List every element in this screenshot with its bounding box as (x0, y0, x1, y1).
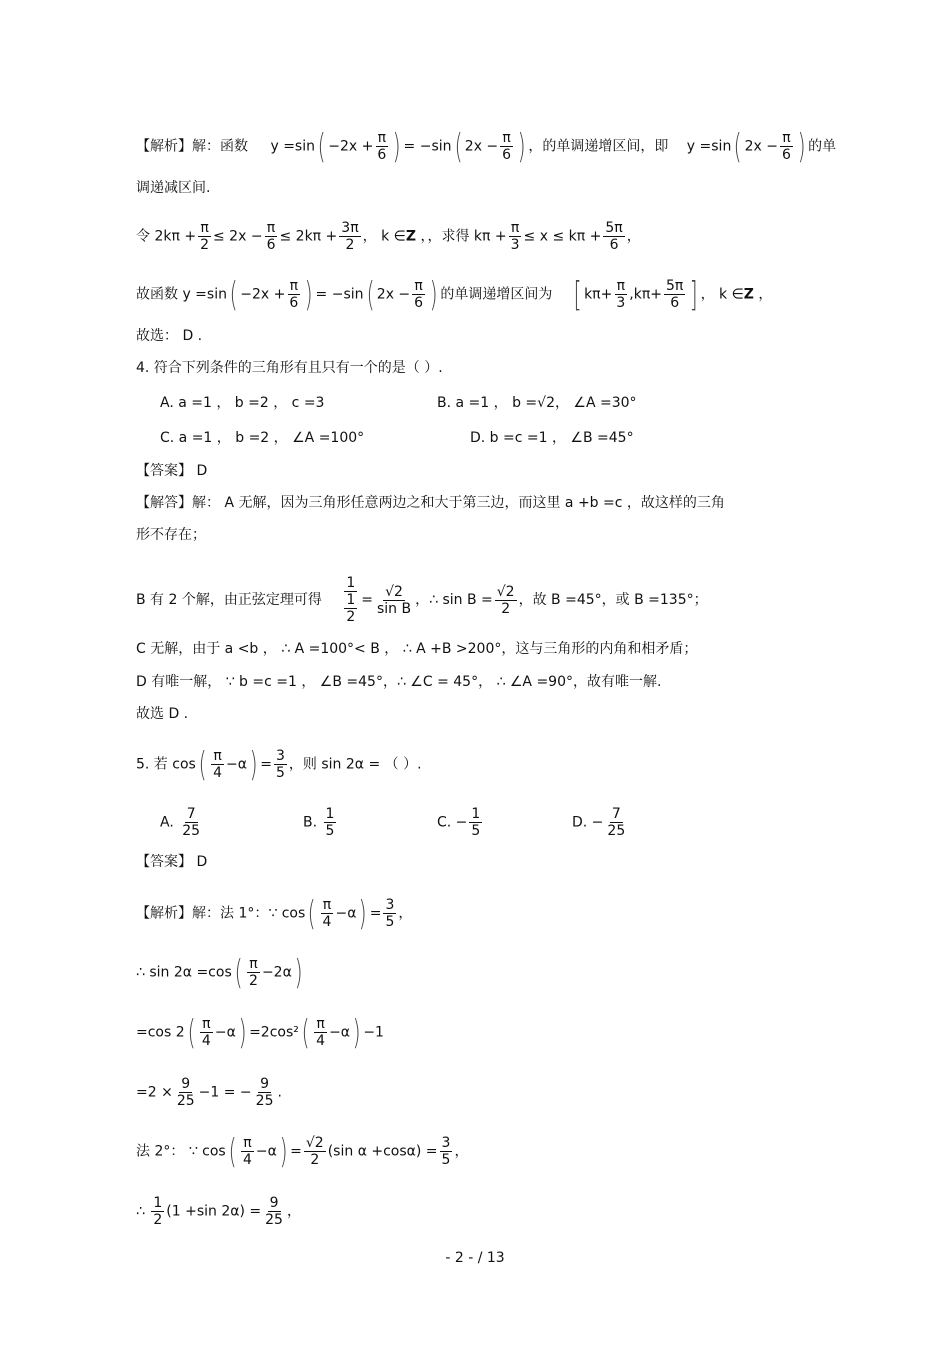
solution-5-line-1: 【解析】解：法 1°：∵ cos( $\frac{\pi}{4}$ −α) = $\frac{3}{5}$ ， (136, 893, 413, 934)
text: B. a =1 ， (437, 395, 508, 411)
solution-4-line-3: B 有 2 个解，由正弦定理可得 $\frac{1}{\frac{1}{2}}$ = $\frac{√2}{\text{sin B}}$ ，∴ sin B = $\frac{√2}{2}$ ，故 B =45°，或 B =135°； (136, 575, 708, 625)
solution-5-line-3: =cos 2( $\frac{\pi}{4}$ −α) =2cos²( $\frac{\pi}{4}$ −α) −1 (136, 1012, 384, 1053)
solution-4-line-1: 【解答】解： A 无解，因为三角形任意两边之和大于第三边，而这里 a +b =c ，故这样的三角 (136, 495, 725, 511)
text: ，的单调递增区间，即 (528, 138, 669, 155)
q4-option-a: A. a =1 ， b =2 ， c =3 (160, 395, 325, 411)
solution-line-5: 故选： D . (136, 328, 203, 344)
solution-4-line-5: D 有唯一解， ∵ b =c =1 ， ∠B =45°，∴ ∠C = 45°， ∴ ∠A =90°，故有唯一解. (136, 674, 662, 690)
q5-option-c: C. − $\frac{1}{5}$ (437, 806, 481, 839)
answer-4: 【答案】 D (136, 463, 208, 479)
solution-5-line-5: 法 2°： ∵ cos( $\frac{\pi}{4}$ −α) = $\frac{√2}{2}$ (sin α +cosα) = $\frac{3}{5}$ ， (136, 1131, 469, 1172)
q4-option-b: B. a =1 ， b =√2， ∠A =30° (437, 395, 637, 411)
question-4: 4. 符合下列条件的三角形有且只有一个的是（ ）. (136, 360, 443, 376)
text: =cos 2 (136, 1024, 185, 1041)
text: ，求得 (427, 228, 470, 245)
text: 故函数 (136, 286, 178, 303)
text: 的单 (808, 138, 837, 155)
text: (sin α +cosα) = (327, 1143, 438, 1160)
text: −1 (363, 1024, 384, 1041)
solution-line-2: 调递减区间. (136, 180, 211, 196)
text: 【解析】解：法 1°：∵ (136, 905, 278, 922)
text: 5. 若 (136, 756, 168, 773)
q5-option-a: A. $\frac{7}{25}$ (160, 806, 201, 839)
solution-4-line-4: C 无解，由于 a <b ， ∴ A =100°< B ， ∴ A +B >200°，这与三角形的内角和相矛盾； (136, 641, 698, 657)
text: =2cos² (249, 1024, 299, 1041)
text: 的单调递增区间为 (440, 286, 553, 303)
text: 法 2°： ∵ cos (136, 1143, 226, 1160)
text: ，∴ sin B = (415, 592, 493, 608)
text: 【解析】解：函数 (136, 138, 248, 155)
text: ∴ sin 2α =cos (136, 964, 232, 981)
text: (1 +sin 2α) = (166, 1203, 262, 1220)
solution-line-3: 令 2kπ + $\frac{\pi}{2}$ ≤ 2x − $\frac{\pi}{6}$ ≤ 2kπ + $\frac{3\pi}{2}$ ， k ∈Z ，，求得 kπ + $\frac{\pi}{3}$ ≤ x ≤ kπ + $\frac{5\pi}{6}$ ， (136, 220, 641, 253)
q4-option-d: D. b =c =1 ， ∠B =45° (470, 430, 634, 446)
solution-5-line-2: ∴ sin 2α =cos( $\frac{\pi}{2}$ −2α) (136, 952, 303, 993)
text: ， ∠A =30° (554, 395, 637, 411)
text: 令 (136, 228, 150, 245)
solution-4-line-6: 故选 D . (136, 706, 189, 722)
text: =2 × (136, 1084, 173, 1101)
text: ，故 B =45°，或 B =135°； (518, 592, 708, 608)
q5-option-b: B. $\frac{1}{5}$ (303, 806, 335, 839)
answer-5: 【答案】 D (136, 854, 208, 870)
page-number: - 2 - / 13 (445, 1250, 505, 1266)
q4-option-c: C. a =1 ， b =2 ， ∠A =100° (160, 430, 365, 446)
text: B 有 2 个解，由正弦定理可得 (136, 592, 322, 608)
solution-5-line-6: ∴ $\frac{1}{2}$ (1 +sin 2α) = $\frac{9}{25}$ ， (136, 1195, 301, 1228)
solution-line-4: 故函数 y =sin( −2x + $\frac{\pi}{6}$ ) = −sin( 2x − $\frac{\pi}{6}$ ) 的单调递增区间为 [ kπ+ $\frac{\pi}{3}$ ,kπ+ $\frac{5\pi}{6}$ ] ， k ∈Z ， (136, 274, 773, 315)
q5-option-d: D. − $\frac{7}{25}$ (572, 806, 626, 839)
solution-4-line-2: 形不存在； (136, 527, 206, 543)
text: ，则 sin 2α = （ ）. (288, 756, 422, 773)
solution-5-line-4: =2 × $\frac{9}{25}$ −1 = − $\frac{9}{25}$ . (136, 1076, 282, 1109)
question-5: 5. 若 cos( $\frac{\pi}{4}$ −α) = $\frac{3}{5}$ ，则 sin 2α = （ ）. (136, 744, 422, 785)
text: ∴ (136, 1203, 145, 1220)
solution-line-1: 【解析】解：函数 y =sin( −2x + $\frac{\pi}{6}$ ) = −sin( 2x − $\frac{\pi}{6}$ ) ，的单调递增区间，即 y =sin( 2x − $\frac{\pi}{6}$ ) 的单 (136, 126, 837, 167)
